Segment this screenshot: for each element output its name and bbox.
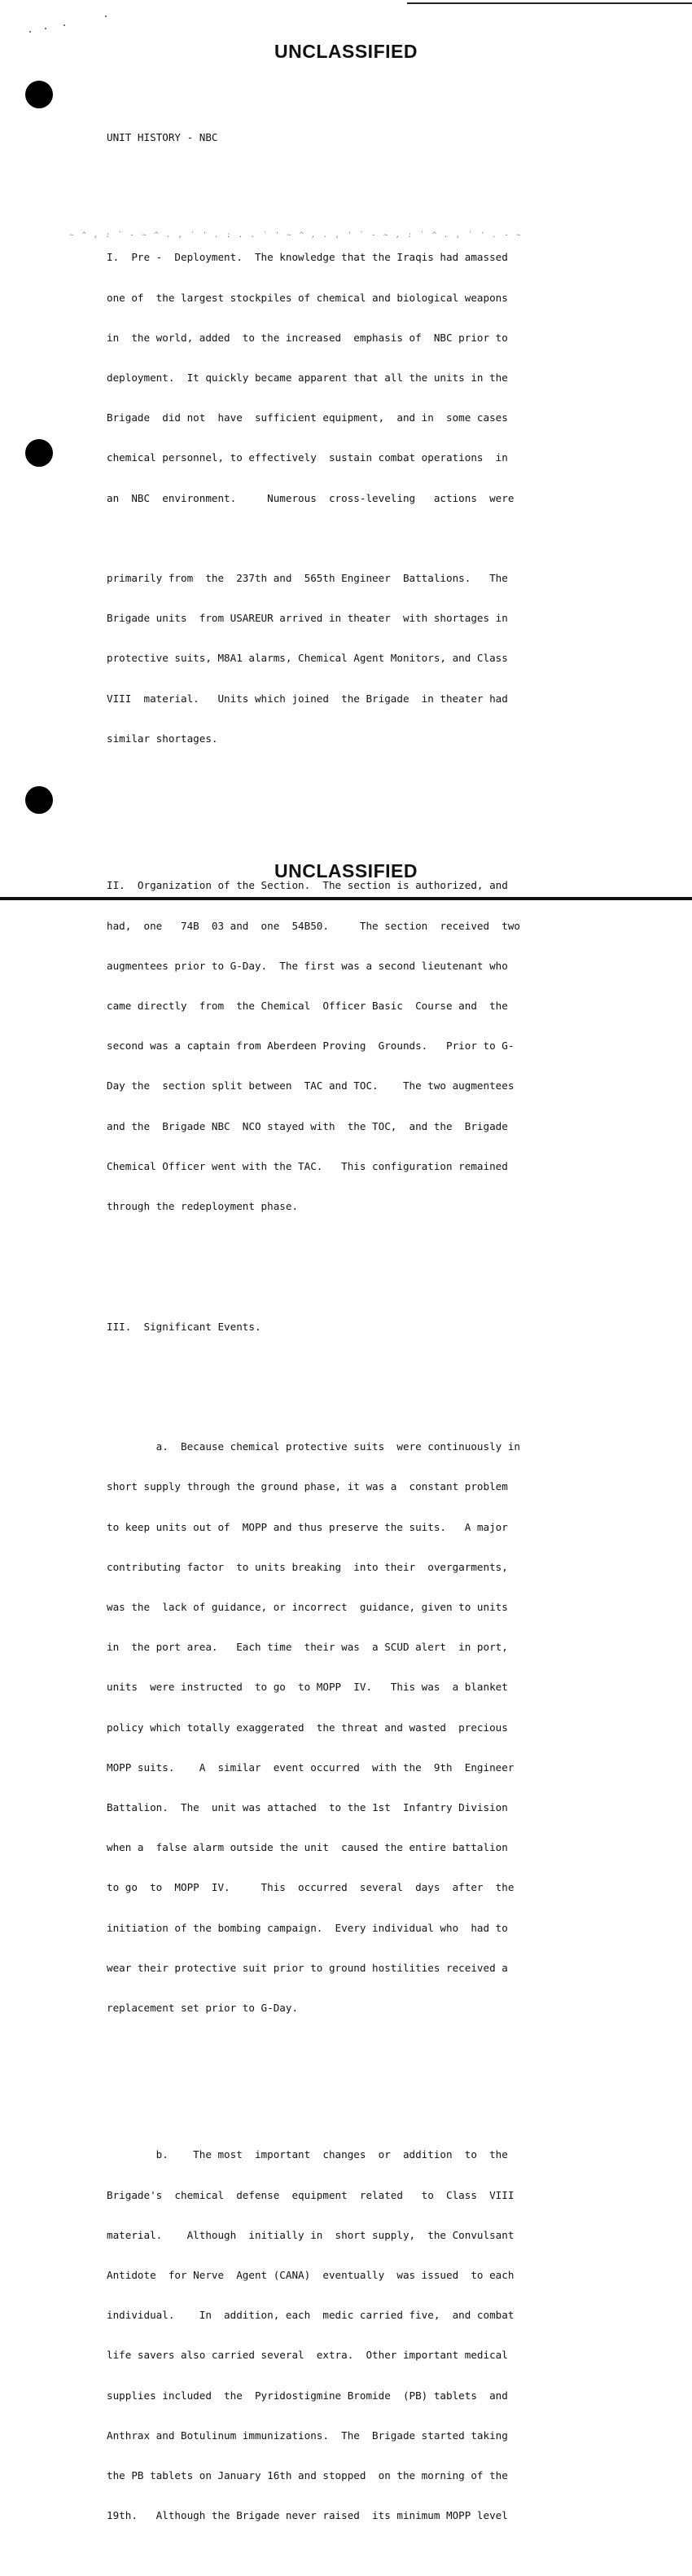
text-line: Chemical Officer went with the TAC. This configuration remained: [107, 1159, 508, 1172]
text-line: and the Brigade NBC NCO stayed with the TOC, and the Brigade: [107, 1119, 508, 1132]
text-line: primarily from the 237th and 565th Engineer Battalions. The: [107, 572, 508, 585]
scan-speck: [64, 24, 65, 26]
text-line: short supply through the ground phase, it was a constant problem: [107, 1480, 508, 1493]
text-line: units were instructed to go to MOPP IV. This was a blanket: [107, 1681, 508, 1694]
text-line: replacement set prior to G-Day.: [107, 2002, 299, 2015]
punch-hole: [25, 786, 53, 814]
text-line: the PB tablets on January 16th and stopped on the morning of the: [107, 2469, 508, 2482]
text-line: to keep units out of MOPP and thus preserve the suits. A major: [107, 1520, 508, 1533]
bottom-border-line: [0, 897, 692, 900]
paragraph-b: [107, 2122, 637, 2550]
text-line: contributing factor to units breaking into their overgarments,: [107, 1560, 508, 1573]
punch-hole: [25, 439, 53, 467]
text-line: through the redeployment phase.: [107, 1199, 299, 1212]
text-line: b. The most important changes or addition to the: [107, 2148, 508, 2161]
document-body: [107, 104, 637, 2576]
section-heading: III. Significant Events.: [107, 1320, 261, 1333]
document-title: UNIT HISTORY - NBC: [107, 130, 218, 143]
text-line: material. Although initially in short supply, the Convulsant: [107, 2228, 515, 2241]
text-line: had, one 74B 03 and one 54B50. The section received two: [107, 919, 520, 932]
top-border-line: [407, 2, 692, 4]
text-line: individual. In addition, each medic carried five, and combat: [107, 2309, 515, 2322]
scan-speck: [45, 28, 46, 29]
text-line: one of the largest stockpiles of chemical and biological weapons: [107, 291, 508, 304]
text-line: an NBC environment. Numerous cross-leveling actions were: [107, 491, 515, 504]
scan-speck: [105, 15, 107, 17]
text-line: initiation of the bombing campaign. Every individual who had to: [107, 1921, 508, 1934]
text-line: 19th. Although the Brigade never raised its minimum MOPP level: [107, 2509, 508, 2522]
illegible-scan-line: ~ ^ , : ` - ~ ^ . , ` ' . : . . ` ' ~ ^ , . , ' ` - ~ , : ` ^ . , ` ' . - ~: [68, 231, 523, 240]
text-line: MOPP suits. A similar event occurred with the 9th Engineer: [107, 1761, 515, 1774]
classification-footer: UNCLASSIFIED: [274, 860, 418, 881]
text-line: II. Organization of the Section. The section is authorized, and: [107, 879, 508, 892]
classification-header: UNCLASSIFIED: [274, 41, 418, 62]
paragraph-a: [107, 1413, 637, 2042]
text-line: supplies included the Pyridostigmine Bromide (PB) tablets and: [107, 2389, 508, 2402]
punch-hole: [25, 81, 53, 108]
text-line: second was a captain from Aberdeen Proving Grounds. Prior to G-: [107, 1040, 515, 1053]
text-line: Brigade did not have sufficient equipment, and in some cases: [107, 411, 508, 424]
text-line: I. Pre - Deployment. The knowledge that the Iraqis had amassed: [107, 251, 508, 264]
text-line: when a false alarm outside the unit caused the entire battalion: [107, 1841, 508, 1854]
text-line: Day the section split between TAC and TOC. The two augmentees: [107, 1079, 515, 1092]
text-line: chemical personnel, to effectively sustain combat operations in: [107, 451, 508, 464]
text-line: policy which totally exaggerated the threat and wasted precious: [107, 1721, 508, 1734]
text-line: Antidote for Nerve Agent (CANA) eventually was issued to each: [107, 2269, 515, 2282]
text-line: in the port area. Each time their was a SCUD alert in port,: [107, 1641, 508, 1654]
text-line: came directly from the Chemical Officer Basic Course and the: [107, 999, 508, 1012]
text-line: VIII material. Units which joined the Brigade in theater had: [107, 692, 508, 705]
text-line: Brigade's chemical defense equipment related to Class VIII: [107, 2188, 515, 2201]
section-pre-deployment: [107, 225, 637, 772]
text-line: Battalion. The unit was attached to the 1st Infantry Division: [107, 1801, 508, 1814]
section-organization: [107, 853, 637, 1241]
text-line: deployment. It quickly became apparent that all the units in the: [107, 371, 508, 385]
text-line: in the world, added to the increased emphasis of NBC prior to: [107, 331, 508, 344]
text-line: protective suits, M8A1 alarms, Chemical Agent Monitors, and Class: [107, 652, 508, 665]
text-line: wear their protective suit prior to ground hostilities received a: [107, 1961, 508, 1974]
text-line: augmentees prior to G-Day. The first was a second lieutenant who: [107, 959, 508, 972]
text-line: life savers also carried several extra. Other important medical: [107, 2349, 508, 2362]
text-line: Anthrax and Botulinum immunizations. The Brigade started taking: [107, 2429, 508, 2442]
text-line: to go to MOPP IV. This occurred several days after the: [107, 1881, 515, 1894]
text-line: was the lack of guidance, or incorrect guidance, given to units: [107, 1601, 508, 1613]
text-line: a. Because chemical protective suits were continuously in: [107, 1440, 520, 1453]
scan-speck: [29, 31, 31, 33]
text-line: Brigade units from USAREUR arrived in theater with shortages in: [107, 612, 508, 625]
text-line: similar shortages.: [107, 732, 218, 745]
